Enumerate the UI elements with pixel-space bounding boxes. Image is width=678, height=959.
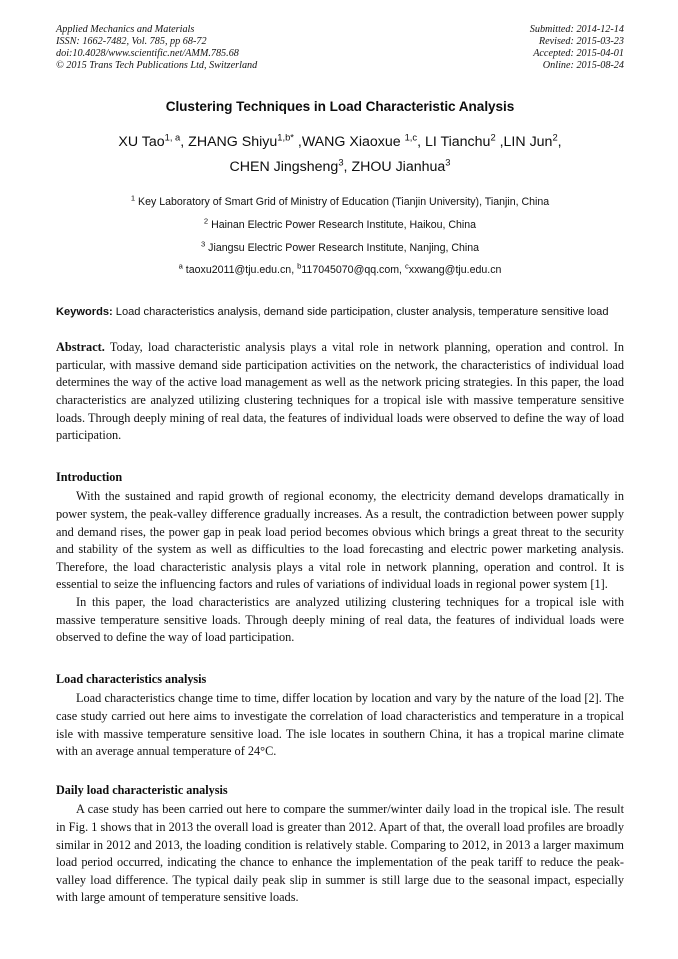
superscript-marker: 1, a — [164, 132, 181, 143]
author-name: LIN Jun — [503, 134, 553, 151]
author-name: ZHOU Jianhua — [351, 159, 446, 176]
author-name: ZHANG Shiyu — [188, 134, 278, 151]
author-name: CHEN Jingsheng — [229, 159, 339, 176]
affiliation-3 — [56, 237, 624, 260]
email-address: 117045070@qq.com, — [301, 264, 405, 277]
affiliation-1 — [56, 191, 624, 214]
abstract-text: Today, load characteristic analysis plays a vital role in network planning, operation and control. In particular, with massive demand side participation activities on the network, the characteristics of individual load determines the way of the active load management as well as the network pricing strategies. In this paper, the load characteristics are analyzed utilizing clustering techniques for a tropical isle with massive temperature sensitive loads. Through deeply mining of real data, the features of individual loads were observed to define the way of load participation. — [56, 340, 624, 443]
keywords-block — [56, 304, 624, 321]
superscript-marker: 3 — [445, 157, 451, 168]
separator: , — [180, 134, 189, 151]
author-name: XU Tao — [118, 134, 165, 151]
separator: , — [293, 134, 302, 151]
superscript-marker: c — [404, 261, 409, 271]
section-heading-daily-load-characteristic-analysis: Daily load characteristic analysis — [56, 782, 228, 797]
section-paragraph: A case study has been carried out here to compare the summer/winter daily load in the tropical isle. The result in Fig. 1 shows that in 2013 the overall load is greater than 2012. Apart of that, the overall load profiles are broadly similar in 2012 and 2013, the loading condition is relatively stable. Comparing to 2012, in 2013 a larger maximum load period occurred, indicating the chance to enhance the implementation of the peak tariff to reduce the peak-valley load difference. The typical daily peak slip in summer is still large due to the seasonal impact, especially with large amount of temperature sensitive loads. — [56, 802, 624, 905]
superscript-marker: 3 — [338, 157, 344, 168]
superscript-marker: 3 — [200, 239, 206, 249]
author-line-2 — [56, 155, 624, 180]
accepted-date: Accepted: 2015-04-01 — [533, 48, 624, 60]
keywords-text: Load characteristics analysis, demand side participation, cluster analysis, temperature sensitive load — [112, 305, 609, 318]
journal-header-left — [56, 24, 257, 72]
section-paragraph: With the sustained and rapid growth of regional economy, the electricity demand develops dramatically in power system, the peak-valley difference gradually increases. As a result, the contradiction between power supply and demand rises, the power gap in peak load period becomes obvious which brings a great threat to the security and stability of the system as well as difficulties to the load forecasting and electric power marketing analysis. Therefore, the load characteristic analysis plays a vital role in network planning, operation and control. It is essential to seize the influencing factors and rules of variations of individual loads in regional power system [1]. — [56, 489, 624, 592]
section-paragraph: Load characteristics change time to time, differ location by location and vary by the nature of the load [2]. The case study carried out here aims to investigate the correlation of load characteristics and temperature in a tropical isle with massive temperature sensitive load. The isle locates in southern China, it has a tropical marine climate with an average annual temperature of 24°C. — [56, 691, 624, 759]
separator: , — [343, 159, 352, 176]
journal-copyright: © 2015 Trans Tech Publications Ltd, Switzerland — [56, 60, 258, 72]
superscript-marker: 1 — [130, 193, 136, 203]
author-name: LI Tianchu — [424, 134, 491, 151]
separator: , — [495, 134, 504, 151]
superscript-marker: 1,b* — [277, 132, 294, 143]
author-line-1 — [56, 130, 624, 155]
author-name: WANG Xiaoxue — [301, 134, 405, 151]
section-heading-load-characteristics-analysis: Load characteristics analysis — [56, 671, 207, 686]
section-heading-introduction: Introduction — [56, 469, 123, 484]
superscript-marker: a — [178, 261, 183, 271]
separator: , — [557, 134, 562, 151]
superscript-marker: 1,c — [404, 132, 418, 143]
paper-title: Clustering Techniques in Load Characteristic Analysis — [165, 99, 515, 115]
superscript-marker: 2 — [203, 216, 209, 226]
affiliation-text: Hainan Electric Power Research Institute, Haikou, China — [208, 218, 477, 231]
superscript-marker: 2 — [490, 132, 496, 143]
email-address: taoxu2011@tju.edu.cn, — [182, 264, 298, 277]
affiliation-list — [56, 191, 624, 281]
revised-date: Revised: 2015-03-23 — [538, 36, 624, 48]
superscript-marker: b — [297, 261, 302, 271]
section-paragraph: In this paper, the load characteristics are analyzed utilizing clustering techniques for a tropical isle with massive temperature sensitive loads. Through deeply mining of real data, the features of individual loads were observed to define the way of load participation. — [56, 594, 624, 645]
journal-header-right — [530, 24, 624, 72]
superscript-marker: 2 — [552, 132, 558, 143]
submitted-date: Submitted: 2014-12-14 — [529, 24, 624, 35]
abstract-block — [56, 339, 624, 445]
abstract-label: Abstract. — [56, 340, 105, 355]
affiliation-text: Jiangsu Electric Power Research Institute, Nanjing, China — [205, 241, 480, 254]
journal-issn-volume: ISSN: 1662-7482, Vol. 785, pp 68-72 — [56, 36, 207, 48]
author-list — [56, 130, 624, 180]
online-date: Online: 2015-08-24 — [542, 60, 624, 72]
author-emails — [56, 259, 624, 282]
journal-header — [56, 24, 624, 72]
email-address: xxwang@tju.edu.cn — [408, 264, 502, 277]
separator: , — [417, 134, 425, 151]
affiliation-2 — [56, 214, 624, 237]
journal-doi: doi:10.4028/www.scientific.net/AMM.785.68 — [56, 48, 239, 60]
affiliation-text: Key Laboratory of Smart Grid of Ministry of Education (Tianjin University), Tianjin, China — [135, 196, 550, 209]
keywords-label: Keywords: — [56, 305, 113, 318]
journal-name: Applied Mechanics and Materials — [56, 24, 195, 35]
